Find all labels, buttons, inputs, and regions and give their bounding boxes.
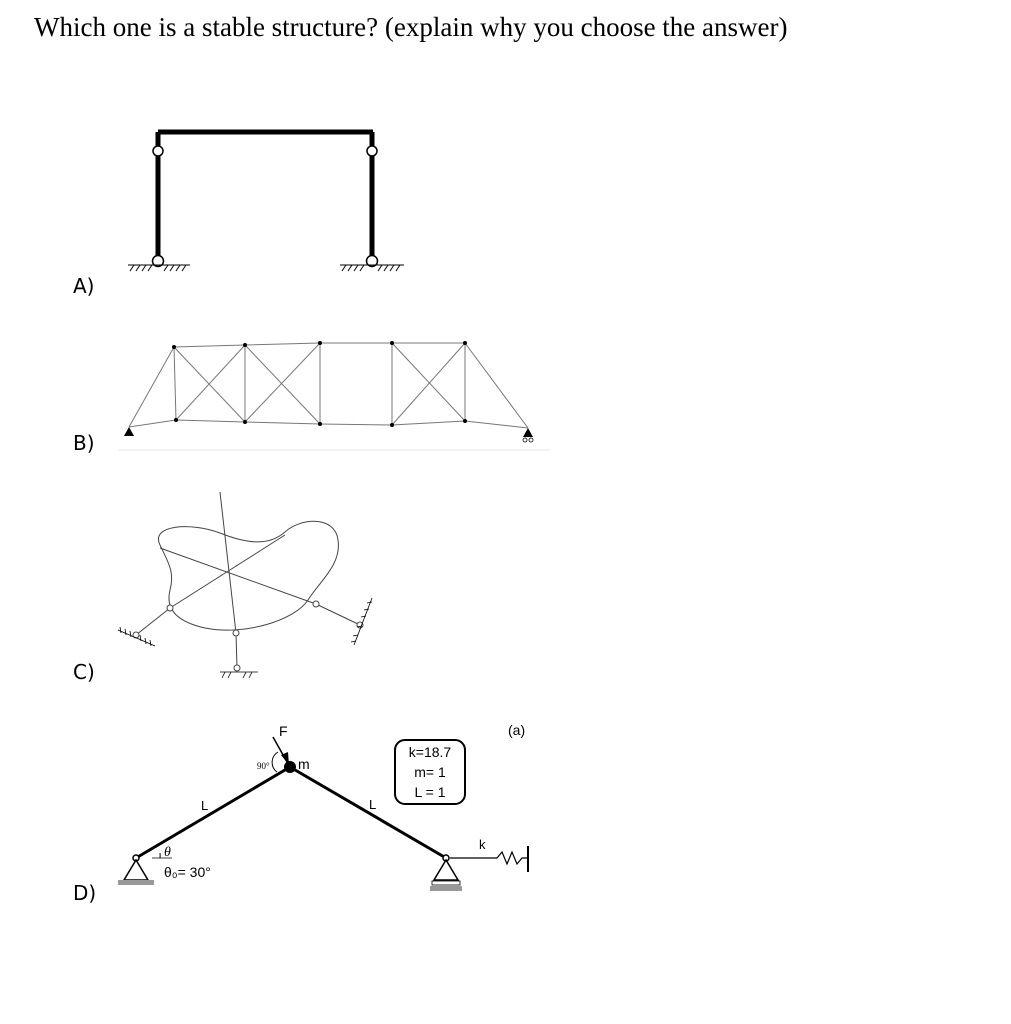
theta0-label: θ₀= 30° bbox=[164, 864, 211, 880]
option-c-label: C) bbox=[73, 660, 95, 684]
mechanism-d-labels bbox=[164, 722, 525, 880]
left-length-label: L bbox=[201, 798, 209, 813]
body-c-link-bottom bbox=[236, 633, 237, 668]
truss-b-pin-support bbox=[124, 427, 134, 436]
mechanism-d-link-left bbox=[136, 767, 290, 858]
body-c-diagonal-1 bbox=[170, 535, 285, 608]
truss-b-end-left bbox=[129, 347, 174, 427]
theta-label: θ bbox=[164, 845, 171, 860]
param-k: k=18.7 bbox=[408, 744, 452, 760]
body-c-outline bbox=[158, 521, 338, 630]
body-c bbox=[133, 492, 363, 671]
frame-a-hinge-top-right bbox=[367, 146, 377, 156]
option-b-label: B) bbox=[73, 431, 95, 455]
body-c-link-right bbox=[316, 604, 360, 625]
body-c-link-left bbox=[136, 608, 170, 635]
option-a-label: A) bbox=[73, 274, 95, 298]
truss-b-roller-support bbox=[523, 428, 533, 442]
option-d-label: D) bbox=[73, 881, 97, 905]
mechanism-d-angle-arc bbox=[272, 752, 278, 772]
body-c-supports bbox=[118, 598, 372, 678]
param-m: m= 1 bbox=[414, 764, 446, 780]
fig-tag: (a) bbox=[508, 722, 526, 738]
question-text: Which one is a stable structure? (explain why you choose the answer) bbox=[34, 12, 788, 42]
right-length-label: L bbox=[369, 797, 377, 812]
body-c-diagonal-2 bbox=[160, 548, 316, 604]
param-l: L = 1 bbox=[414, 784, 446, 800]
mechanism-d-left-support bbox=[124, 860, 148, 880]
truss-b-bottom-chord bbox=[129, 420, 528, 428]
mechanism-d-mass bbox=[284, 761, 296, 773]
spring-label: k bbox=[479, 837, 486, 852]
mechanism-d-spring bbox=[450, 852, 528, 864]
truss-b bbox=[118, 343, 550, 450]
angle-90-label: 90° bbox=[257, 761, 270, 771]
truss-b-end-right bbox=[465, 343, 528, 428]
mass-label: m bbox=[298, 756, 310, 772]
force-label: F bbox=[279, 723, 288, 739]
frame-a bbox=[128, 132, 404, 271]
body-c-axis bbox=[220, 492, 236, 633]
frame-a-hinge-top-left bbox=[153, 146, 163, 156]
mechanism-d-right-support bbox=[434, 860, 458, 880]
